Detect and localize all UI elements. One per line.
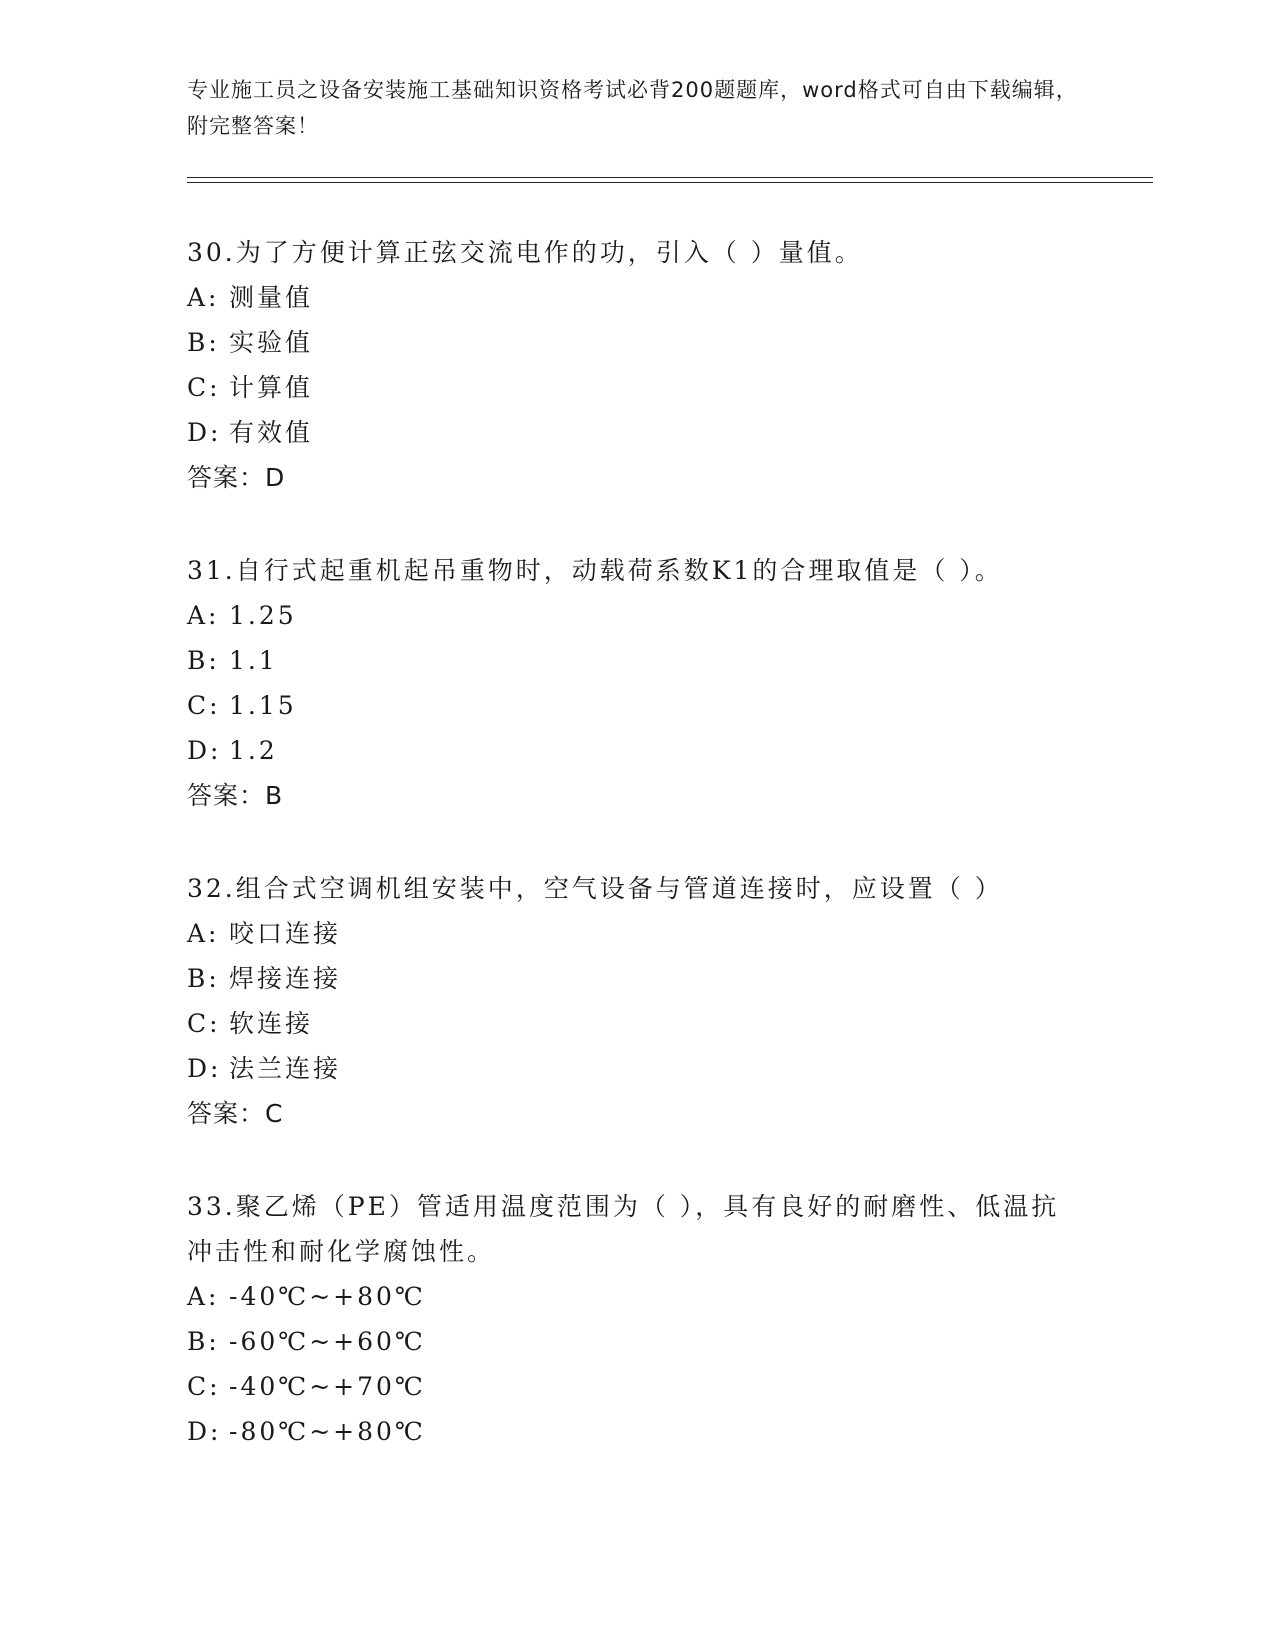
option-text: 1.15 [229,691,297,720]
option-text: 法兰连接 [229,1054,342,1083]
option-letter: B: [187,646,220,675]
option-letter: A: [187,1282,220,1311]
option-letter: A: [187,919,220,948]
option-letter: D: [187,1417,222,1446]
option-text: 软连接 [229,1009,314,1038]
option-text: -80℃~+80℃ [229,1417,426,1446]
option-d [187,410,1087,455]
header-divider-bottom [187,182,1153,183]
option-b [187,956,1087,1001]
page-header-text: 专业施工员之设备安装施工基础知识资格考试必背200题题库，word格式可自由下载编辑，附完整答案！ [187,78,1078,138]
option-letter: B: [187,1327,220,1356]
option-letter: A: [187,283,220,312]
option-letter: C: [187,691,221,720]
option-a [187,911,1087,956]
question-stem: 30.为了方便计算正弦交流电作的功，引入（ ）量值。 [187,238,863,267]
option-text: 测量值 [229,283,314,312]
question-list [187,230,1087,1502]
question-32 [187,866,1087,1136]
option-b [187,1319,1087,1364]
option-text: 1.2 [229,736,278,765]
option-letter: C: [187,1009,221,1038]
option-letter: D: [187,736,222,765]
option-a [187,1274,1087,1319]
option-text: -60℃~+60℃ [229,1327,426,1356]
option-c [187,683,1087,728]
option-b [187,638,1087,683]
question-stem: 32.组合式空调机组安装中，空气设备与管道连接时，应设置（ ） [187,874,1003,903]
option-c [187,1364,1087,1409]
option-letter: A: [187,601,220,630]
option-c [187,1001,1087,1046]
option-letter: B: [187,328,220,357]
option-letter: D: [187,418,222,447]
option-letter: C: [187,373,221,402]
option-text: 咬口连接 [229,919,342,948]
question-33 [187,1184,1087,1454]
option-letter: C: [187,1372,221,1401]
option-text: 实验值 [229,328,314,357]
answer-line: 答案：D [187,463,286,492]
question-stem: 33.聚乙烯（PE）管适用温度范围为（ ），具有良好的耐磨性、低温抗冲击性和耐化学腐蚀性。 [187,1192,1060,1266]
option-text: 焊接连接 [229,964,342,993]
option-d [187,728,1087,773]
option-text: 1.1 [229,646,278,675]
question-30 [187,230,1087,500]
option-a [187,593,1087,638]
option-text: -40℃~+80℃ [229,1282,426,1311]
option-letter: B: [187,964,220,993]
option-d [187,1409,1087,1454]
option-text: 1.25 [229,601,297,630]
option-d [187,1046,1087,1091]
header-divider-top [187,177,1153,178]
option-c [187,365,1087,410]
question-stem: 31.自行式起重机起吊重物时，动载荷系数K1的合理取值是（ ）。 [187,556,1003,585]
question-31 [187,548,1087,818]
option-a [187,275,1087,320]
option-b [187,320,1087,365]
option-text: 有效值 [229,418,314,447]
option-text: 计算值 [229,373,314,402]
option-letter: D: [187,1054,222,1083]
answer-line: 答案：B [187,781,284,810]
answer-line: 答案：C [187,1099,284,1128]
option-text: -40℃~+70℃ [229,1372,426,1401]
